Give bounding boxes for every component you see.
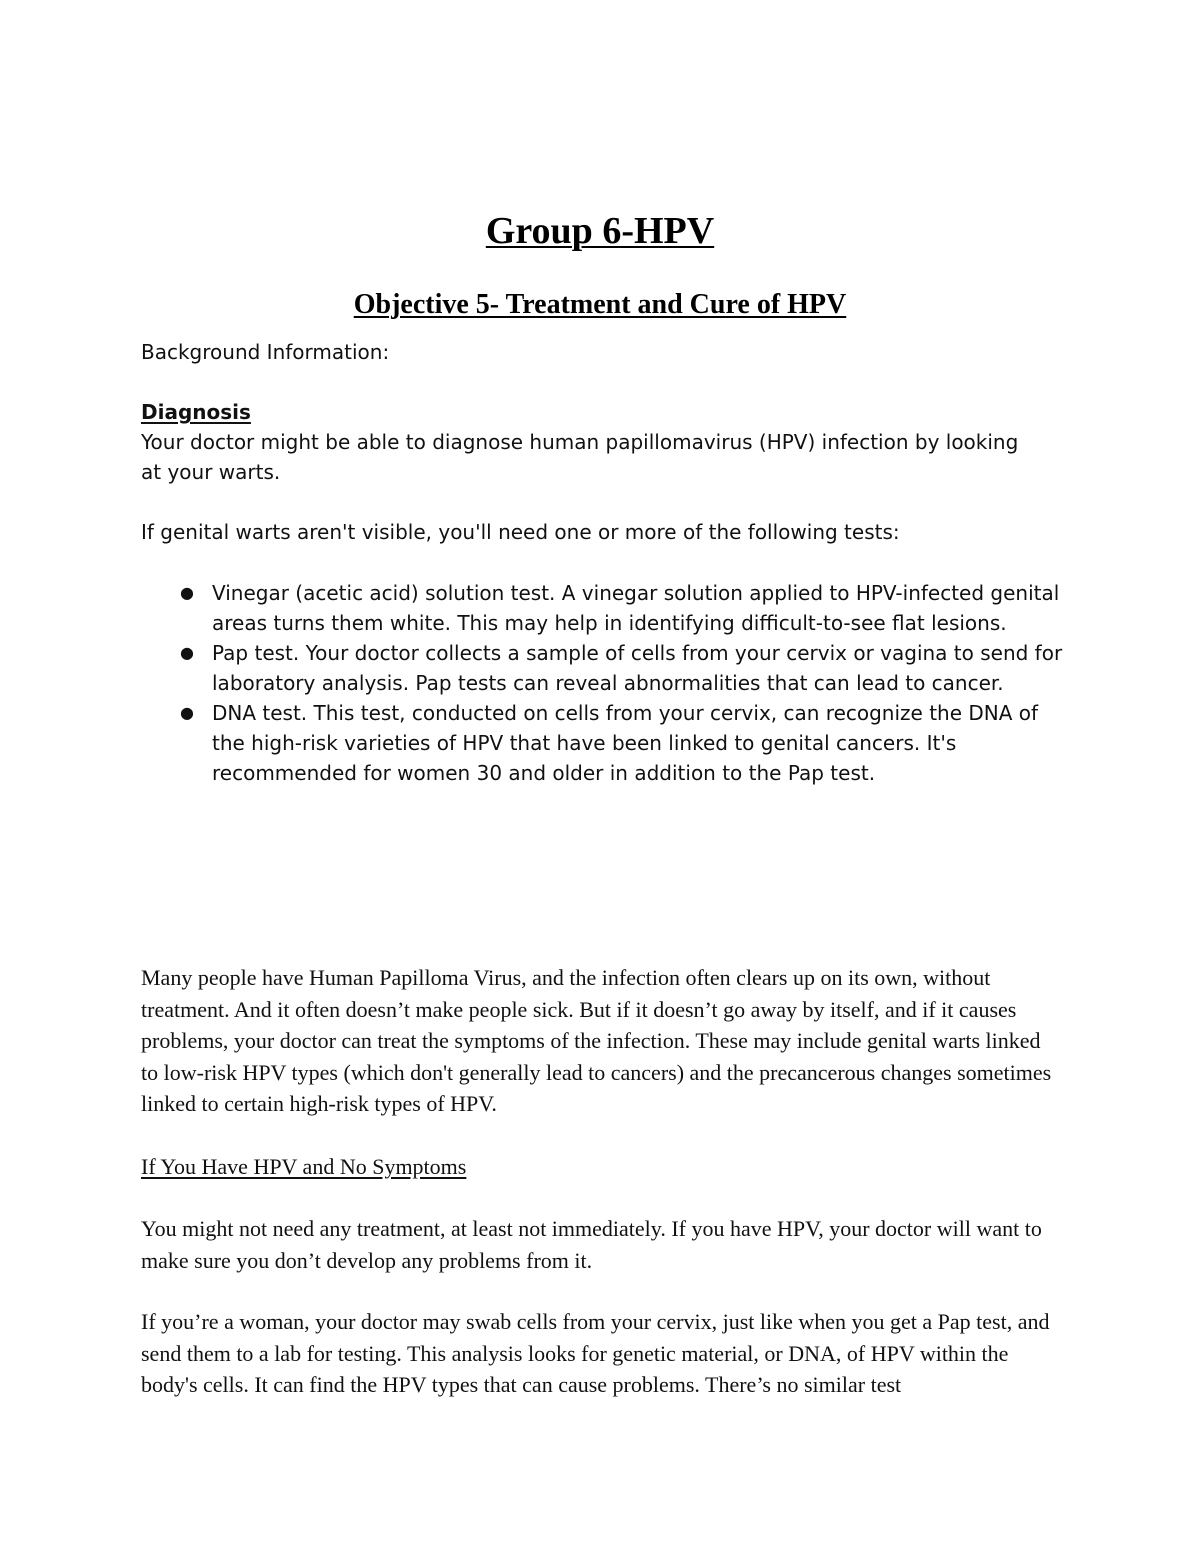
no-symptoms-paragraph-2: If you’re a woman, your doctor may swab cells from your cervix, just like when you get a Pap test, and send them to a lab for testing. This analysis looks for genetic material, or DNA, of HPV within the body's cells. It can find the HPV types that can cause problems. There’s no similar test [141, 1309, 1050, 1397]
background-label: Background Information: [141, 340, 390, 364]
document-title: Group 6-HPV [485, 210, 715, 253]
treatment-paragraph: Many people have Human Papilloma Virus, and the infection often clears up on its own, without treatment. And it often doesn’t make people sick. But if it doesn’t go away by itself, and if it causes problems, your doctor can treat the symptoms of the infection. These may include genital warts linked to low-risk HPV types (which don't generally lead to cancers) and the precancerous changes sometimes linked to certain high-risk types of HPV. [141, 965, 1052, 1116]
tests-list [141, 578, 1071, 788]
list-item-text: Pap test. Your doctor collects a sample of cells from your cervix or vagina to send for laboratory analysis. Pap tests can reveal abnormalities that can lead to cancer. [212, 641, 1063, 695]
bullet-icon: ● [180, 703, 194, 722]
bullet-icon: ● [180, 643, 194, 662]
list-item [141, 638, 1071, 698]
objective-heading: Objective 5- Treatment and Cure of HPV [353, 289, 847, 321]
diagnosis-heading: Diagnosis [141, 400, 251, 424]
tests-intro: If genital warts aren't visible, you'll need one or more of the following tests: [141, 520, 900, 544]
no-symptoms-heading: If You Have HPV and No Symptoms [141, 1154, 467, 1179]
bullet-icon: ● [180, 583, 194, 602]
no-symptoms-paragraph-1: You might not need any treatment, at least not immediately. If you have HPV, your doctor will want to make sure you don’t develop any problems from it. [141, 1216, 1042, 1273]
diagnosis-text: Your doctor might be able to diagnose human papillomavirus (HPV) infection by looking at your warts. [141, 430, 1019, 484]
list-item [141, 698, 1071, 788]
list-item-text: DNA test. This test, conducted on cells from your cervix, can recognize the DNA of the high-risk varieties of HPV that have been linked to genital cancers. It's recommended for women 30 and older in addition to the Pap test. [212, 701, 1039, 785]
list-item-text: Vinegar (acetic acid) solution test. A vinegar solution applied to HPV-infected genital areas turns them white. This may help in identifying difficult-to-see flat lesions. [212, 581, 1060, 635]
list-item [141, 578, 1071, 638]
